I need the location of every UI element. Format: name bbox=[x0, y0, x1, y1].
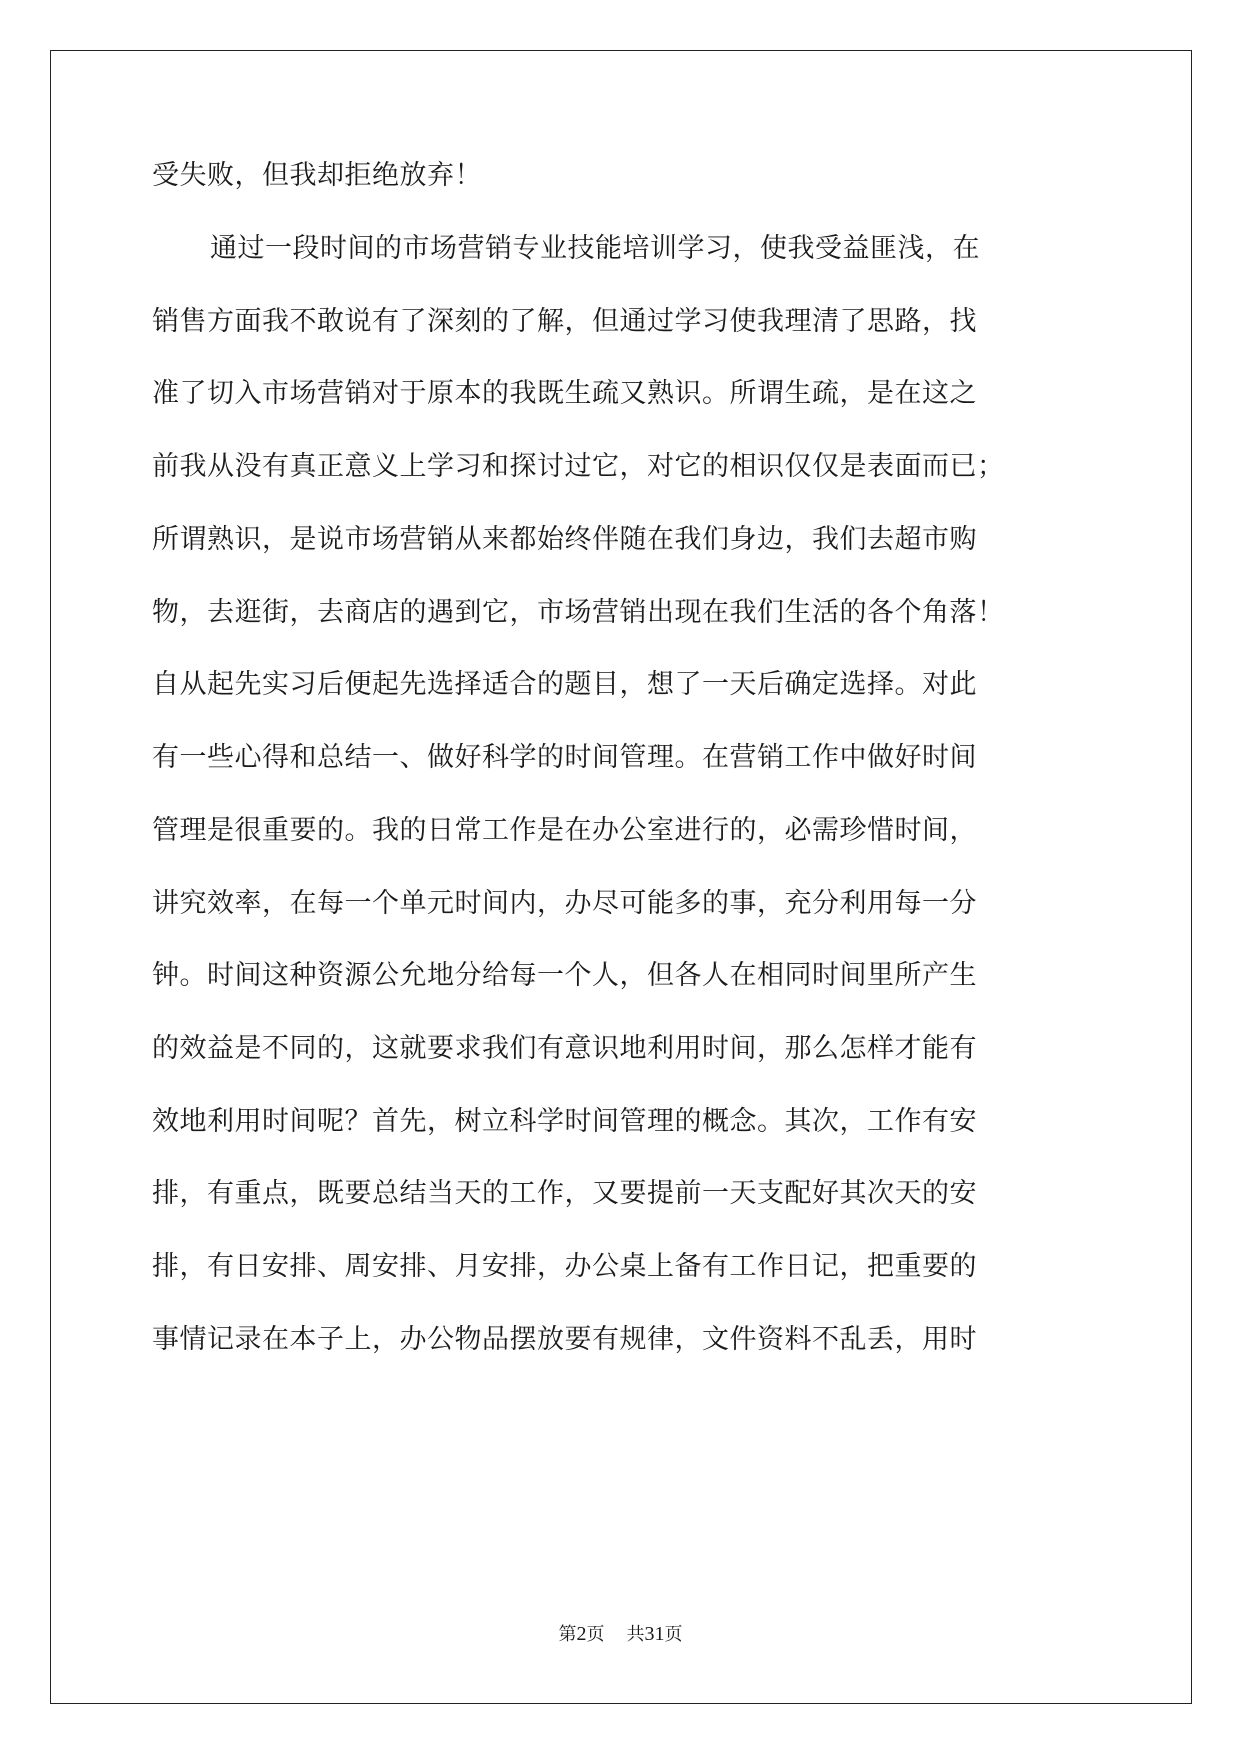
total-prefix: 共 bbox=[626, 1624, 645, 1645]
text-line: 钟。时间这种资源公允地分给每一个人，但各人在相同时间里所产生 bbox=[152, 960, 977, 991]
total-pages: 31 bbox=[644, 1623, 665, 1645]
text-line: 效地利用时间呢？首先，树立科学时间管理的概念。其次，工作有安 bbox=[152, 1106, 977, 1137]
text-line: 受失败，但我却拒绝放弃！ bbox=[152, 160, 482, 191]
text-line: 讲究效率，在每一个单元时间内，办尽可能多的事，充分利用每一分 bbox=[152, 888, 977, 919]
text-line: 管理是很重要的。我的日常工作是在办公室进行的，必需珍惜时间， bbox=[152, 815, 977, 846]
text-line: 销售方面我不敢说有了深刻的了解，但通过学习使我理清了思路，找 bbox=[152, 306, 977, 337]
text-line: 前我从没有真正意义上学习和探讨过它，对它的相识仅仅是表面而已； bbox=[152, 451, 1005, 482]
text-line: 自从起先实习后便起先选择适合的题目，想了一天后确定选择。对此 bbox=[152, 669, 977, 700]
text-line: 的效益是不同的，这就要求我们有意识地利用时间，那么怎样才能有 bbox=[152, 1033, 977, 1064]
text-line: 排，有重点，既要总结当天的工作，又要提前一天支配好其次天的安 bbox=[152, 1178, 977, 1209]
text-line: 排，有日安排、周安排、月安排，办公桌上备有工作日记，把重要的 bbox=[152, 1251, 977, 1282]
text-line: 有一些心得和总结一、做好科学的时间管理。在营销工作中做好时间 bbox=[152, 742, 977, 773]
total-suffix: 页 bbox=[664, 1624, 683, 1645]
page-border bbox=[50, 50, 1192, 1704]
page-prefix: 第 bbox=[558, 1624, 577, 1645]
text-line: 所谓熟识，是说市场营销从来都始终伴随在我们身边，我们去超市购 bbox=[152, 524, 977, 555]
text-line: 物，去逛街，去商店的遇到它，市场营销出现在我们生活的各个角落！ bbox=[152, 597, 1005, 628]
page-suffix: 页 bbox=[586, 1624, 605, 1645]
text-line: 事情记录在本子上，办公物品摆放要有规律，文件资料不乱丢，用时 bbox=[152, 1324, 977, 1355]
page-number: 2 bbox=[576, 1623, 587, 1645]
page-footer bbox=[0, 1622, 1241, 1647]
paragraph-start-line: 通过一段时间的市场营销专业技能培训学习，使我受益匪浅，在 bbox=[210, 233, 980, 264]
text-line: 准了切入市场营销对于原本的我既生疏又熟识。所谓生疏，是在这之 bbox=[152, 378, 977, 409]
